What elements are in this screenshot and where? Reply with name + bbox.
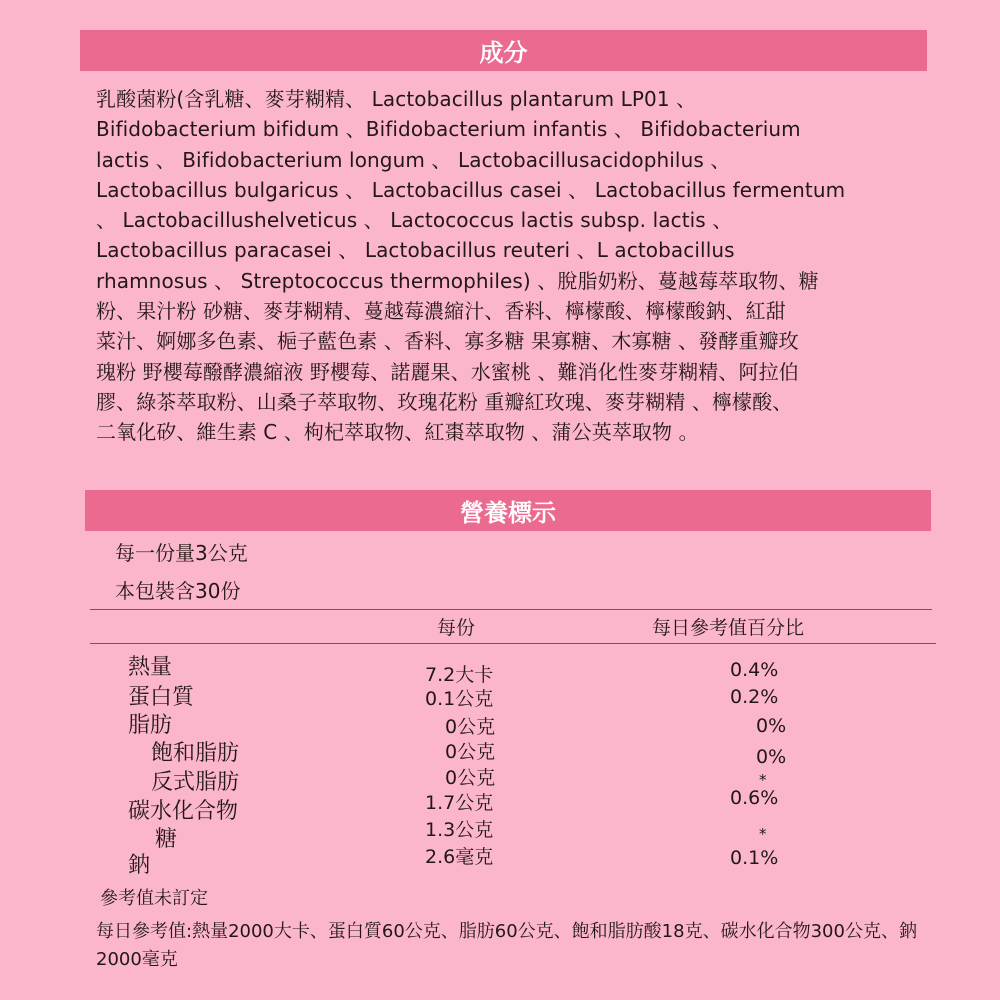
column-header-daily-value: 每日參考值百分比 — [652, 617, 805, 639]
ingredients-line: Bifidobacterium bifidum 、Bifidobacterium infantis 、 Bifidobacterium — [96, 117, 801, 142]
nutrient-daily-value: 0% — [756, 746, 787, 768]
nutrient-name: 飽和脂肪 — [151, 741, 240, 766]
nutrient-name: 熱量 — [128, 655, 173, 680]
nutrient-amount: 2.6毫克 — [425, 846, 494, 868]
nutrient-daily-value: * — [759, 825, 767, 843]
nutrient-name: 碳水化合物 — [128, 799, 239, 824]
ingredients-line: 膠、綠茶萃取粉、山桑子萃取物、玫瑰花粉 重瓣紅玫瑰、麥芽糊精 、檸檬酸、 — [96, 389, 793, 414]
nutrient-amount: 1.3公克 — [425, 819, 494, 841]
ingredients-line: lactis 、 Bifidobacterium longum 、 Lactobacillusacidophilus 、 — [96, 147, 731, 172]
nutrient-daily-value: 0.4% — [730, 659, 779, 681]
serving-size: 每一份量3公克 — [115, 541, 248, 565]
ingredients-line: rhamnosus 、 Streptococcus thermophiles) 、脫脂奶粉、蔓越莓萃取物、糖 — [96, 268, 819, 293]
nutrient-daily-value: 0% — [756, 715, 787, 737]
column-header-per-serving: 每份 — [437, 617, 476, 639]
ingredients-line: Lactobacillus paracasei 、 Lactobacillus reuteri 、L actobacillus — [96, 238, 735, 263]
table-top-rule — [90, 609, 932, 610]
footnote-daily-reference: 每日參考值:熱量2000大卡、蛋白質60公克、脂肪60公克、飽和脂肪酸18克、碳水化合物300公克、鈉2000毫克 — [96, 921, 917, 970]
nutrient-name: 反式脂肪 — [151, 770, 240, 795]
nutrition-title: 營養標示 — [85, 490, 931, 531]
ingredients-line: 粉、果汁粉 砂糖、麥芽糊精、蔓越莓濃縮汁、香料、檸檬酸、檸檬酸鈉、紅甜 — [96, 299, 786, 324]
nutrient-amount: 0公克 — [445, 767, 496, 789]
ingredients-list — [96, 84, 926, 448]
ingredients-line: 瑰粉 野櫻莓醱酵濃縮液 野櫻莓、諾麗果、水蜜桃 、難消化性麥芽糊精、阿拉伯 — [96, 359, 799, 384]
nutrient-name: 糖 — [155, 827, 178, 852]
nutrient-amount: 0公克 — [445, 741, 496, 763]
ingredients-title: 成分 — [80, 30, 927, 71]
nutrient-amount: 0公克 — [445, 716, 496, 738]
nutrient-amount: 7.2大卡 — [425, 664, 494, 686]
ingredients-line: 菜汁、婀娜多色素、梔子藍色素 、香料、寡多糖 果寡糖、木寡糖 、發酵重瓣玫 — [96, 329, 799, 354]
ingredients-line: Lactobacillus bulgaricus 、 Lactobacillus casei 、 Lactobacillus fermentum — [96, 177, 846, 202]
nutrient-daily-value: * — [759, 771, 767, 789]
ingredients-line: 、 Lactobacillushelveticus 、 Lactococcus lactis subsp. lactis 、 — [96, 208, 733, 233]
ingredients-line: 二氧化矽、維生素 C 、枸杞萃取物、紅棗萃取物 、蒲公英萃取物 。 — [96, 420, 699, 445]
nutrient-name: 脂肪 — [128, 713, 173, 738]
nutrient-name: 鈉 — [128, 853, 151, 878]
nutrient-amount: 1.7公克 — [425, 792, 494, 814]
nutrient-name: 蛋白質 — [128, 685, 195, 710]
nutrient-daily-value: 0.2% — [730, 686, 779, 708]
nutrient-daily-value: 0.6% — [730, 787, 779, 809]
nutrient-amount: 0.1公克 — [425, 688, 494, 710]
servings-per-package: 本包裝含30份 — [115, 579, 241, 603]
footnote-reference-undetermined: 參考值未訂定 — [100, 888, 208, 909]
nutrient-daily-value: 0.1% — [730, 847, 779, 869]
ingredients-line: 乳酸菌粉(含乳糖、麥芽糊精、 Lactobacillus plantarum LP01 、 — [96, 87, 697, 111]
table-header-rule — [90, 643, 936, 644]
